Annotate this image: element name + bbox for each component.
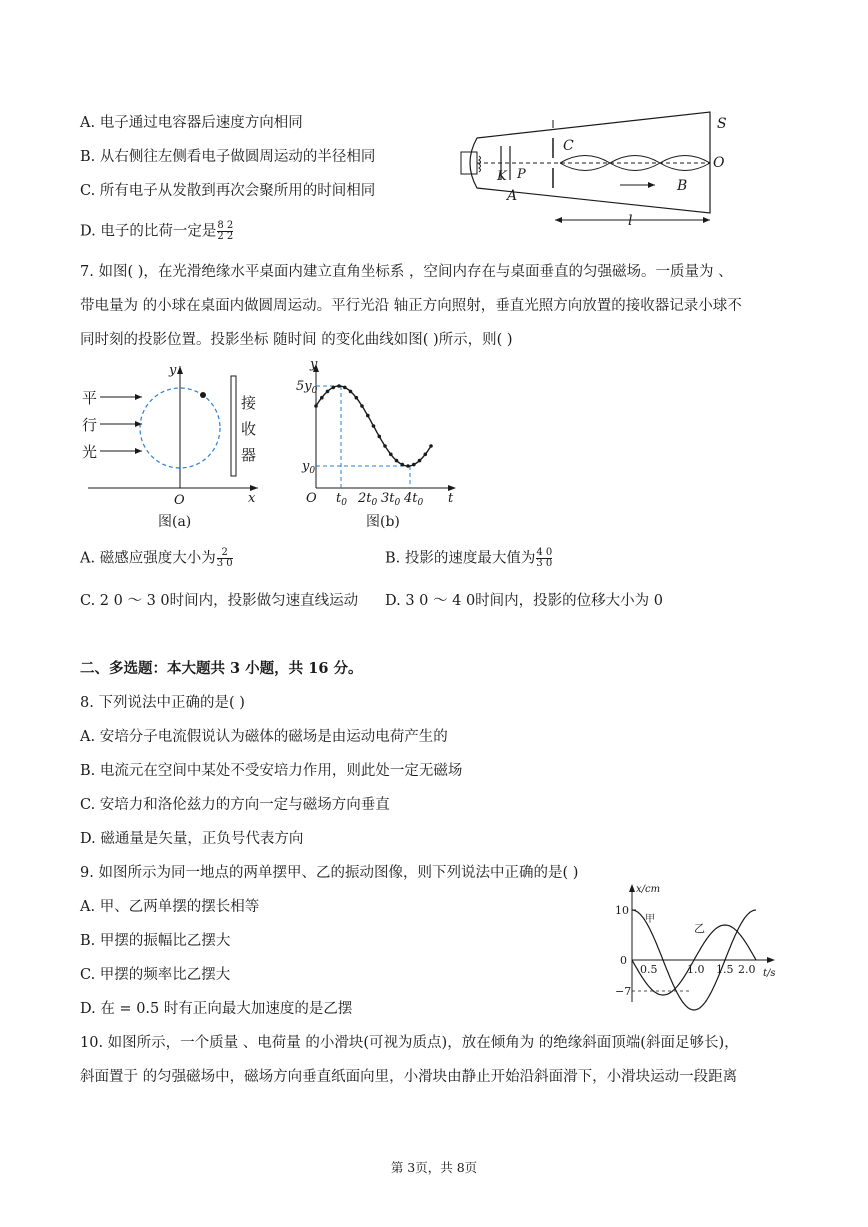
q7-option-d: D. 3 0 ～ 4 0时间内，投影的位移大小为 0 — [385, 593, 663, 609]
projection-point — [314, 404, 318, 408]
pendulum-origin: 0 — [620, 954, 627, 967]
q8-stem: 8. 下列说法中正确的是( ) — [80, 695, 245, 711]
q7-option-b — [385, 548, 552, 569]
projection-point — [332, 386, 336, 390]
pendulum-ttick-0-5: 0.5 — [640, 963, 658, 976]
q7-option-b-prefix: B. 投影的速度最大值为 — [385, 550, 536, 567]
fig-b-ytick-5y0: $5y_0$ — [296, 379, 318, 396]
fig-a-caption: 图(a) — [158, 514, 192, 530]
q7-option-c: C. 2 0 ～ 3 0时间内，投影做匀速直线运动 — [80, 593, 359, 609]
fig-a-y-label: y — [169, 363, 177, 378]
q8-option-b: B. 电流元在空间中某处不受安培力作用，则此处一定无磁场 — [80, 763, 463, 779]
q6-option-d-prefix: D. 电子的比荷一定是 — [80, 223, 217, 240]
pendulum-ttick-1-5: 1.5 — [716, 963, 734, 976]
tube-figure — [455, 108, 735, 233]
q7-option-a-prefix: A. 磁感应强度大小为 — [80, 550, 216, 567]
q6-option-d — [80, 221, 233, 242]
receiver-char-1: 接 — [241, 394, 257, 412]
fraction-denominator: 3 0 — [536, 558, 553, 569]
fig-b-ttick-3: $3t_0$ — [381, 491, 401, 508]
q9-stem: 9. 如图所示为同一地点的两单摆甲、乙的振动图像，则下列说法中正确的是( ) — [80, 865, 579, 881]
fig-b-y-label: y — [310, 357, 318, 372]
q8-option-a: A. 安培分子电流假说认为磁体的磁场是由运动电荷产生的 — [80, 729, 448, 745]
pendulum-ytick-10: 10 — [615, 904, 629, 917]
q9-option-d: D. 在 = 0.5 时有正向最大加速度的是乙摆 — [80, 1001, 353, 1017]
fraction-denominator: 3 0 — [216, 558, 233, 569]
q7-line-1: 7. 如图( )，在光滑绝缘水平桌面内建立直角坐标系 ，空间内存在与桌面垂直的匀强磁场。一质量为 、 — [80, 264, 733, 280]
fig-b-ttick-1: $t_0$ — [336, 491, 347, 508]
q9-option-b: B. 甲摆的振幅比乙摆大 — [80, 933, 231, 949]
projection-point — [326, 390, 330, 394]
q10-line-1: 10. 如图所示，一个质量 、电荷量 的小滑块(可视为质点)，放在倾角为 的绝缘斜面顶端(斜面足够长)， — [80, 1035, 739, 1051]
q9-option-c: C. 甲摆的频率比乙摆大 — [80, 967, 231, 983]
tube-label-a: A — [507, 188, 518, 204]
q6-option-c: C. 所有电子从发散到再次会聚所用的时间相同 — [80, 183, 376, 199]
tube-label-c: C — [563, 138, 574, 154]
figure-b — [296, 358, 466, 533]
projection-point — [360, 404, 364, 408]
q8-option-c: C. 安培力和洛伦兹力的方向一定与磁场方向垂直 — [80, 797, 390, 813]
page-footer: 第 3页，共 8页 — [390, 1160, 478, 1175]
receiver-char-3: 器 — [241, 446, 257, 464]
pendulum-ytick-neg7: −7 — [615, 985, 632, 998]
tube-label-b: B — [677, 178, 688, 194]
q6-option-d-fraction — [217, 221, 233, 242]
tube-label-p: P — [517, 167, 526, 182]
q8-option-d: D. 磁通量是矢量，正负号代表方向 — [80, 831, 304, 847]
projection-point — [429, 444, 433, 448]
tube-label-o: O — [713, 155, 725, 171]
q7-line-3: 同时刻的投影位置。投影坐标 随时间 的变化曲线如图( )所示，则( ) — [80, 332, 513, 348]
tube-label-l: l — [628, 213, 633, 229]
fraction-numerator: 4 0 — [536, 547, 553, 558]
light-char-2: 行 — [82, 416, 98, 434]
pendulum-y-label: x/cm — [636, 884, 661, 895]
q7-line-2: 带电量为 的小球在桌面内做圆周运动。平行光沿 轴正方向照射，垂直光照方向放置的接收器记录小球不 — [80, 298, 742, 314]
light-char-1: 平 — [82, 389, 98, 407]
projection-point — [366, 414, 370, 418]
section-title-multiple-choice: 二、多选题：本大题共 3 小题，共 16 分。 — [80, 660, 363, 677]
pendulum-chart — [612, 880, 792, 1005]
fig-b-ttick-2: $2t_0$ — [358, 491, 378, 508]
projection-points — [314, 384, 433, 468]
q7-option-a — [80, 548, 233, 569]
projection-point — [378, 435, 382, 439]
fig-b-caption: 图(b) — [366, 514, 400, 530]
projection-point — [412, 463, 416, 467]
projection-point — [343, 386, 347, 390]
q9-option-a: A. 甲、乙两单摆的摆长相等 — [80, 899, 260, 915]
legend-jia: 甲 — [645, 914, 655, 925]
projection-point — [406, 464, 410, 468]
fig-b-t-label: t — [448, 491, 454, 506]
q7-option-b-fraction — [536, 548, 552, 569]
projection-point — [337, 384, 341, 388]
projection-point — [383, 444, 387, 448]
projection-point — [320, 396, 324, 400]
figure-a — [80, 362, 270, 532]
q7-option-a-fraction — [217, 548, 233, 569]
fraction-denominator: 2 2 — [217, 231, 234, 242]
fraction-numerator: 2 — [221, 547, 228, 558]
pendulum-t-label: t/s — [763, 968, 776, 979]
projection-point — [389, 453, 393, 457]
pendulum-ttick-1-0: 1.0 — [687, 963, 705, 976]
tube-label-k: K — [497, 169, 507, 184]
projection-point — [424, 453, 428, 457]
fig-b-ttick-4: $4t_0$ — [404, 491, 424, 508]
q6-option-b: B. 从右侧往左侧看电子做圆周运动的半径相同 — [80, 149, 376, 165]
projection-point — [418, 459, 422, 463]
projection-point — [355, 396, 359, 400]
projection-point — [395, 459, 399, 463]
q6-option-a: A. 电子通过电容器后速度方向相同 — [80, 115, 303, 131]
fig-b-ytick-y0: $y_0$ — [302, 459, 316, 476]
projection-point — [349, 390, 353, 394]
tube-label-s: S — [717, 116, 727, 132]
receiver-char-2: 收 — [241, 420, 257, 438]
pendulum-ttick-2-0: 2.0 — [738, 963, 756, 976]
projection-point — [401, 463, 405, 467]
projection-point — [372, 424, 376, 428]
legend-yi: 乙 — [694, 922, 705, 935]
fig-a-x-label: x — [248, 491, 256, 506]
fraction-numerator: 8 2 — [217, 220, 234, 231]
q10-line-2: 斜面置于 的匀强磁场中，磁场方向垂直纸面向里，小滑块由静止开始沿斜面滑下，小滑块运动一段距离 — [80, 1069, 738, 1085]
fig-b-origin-label: O — [306, 491, 317, 506]
light-char-3: 光 — [82, 443, 98, 461]
fig-a-origin-label: O — [174, 493, 185, 508]
